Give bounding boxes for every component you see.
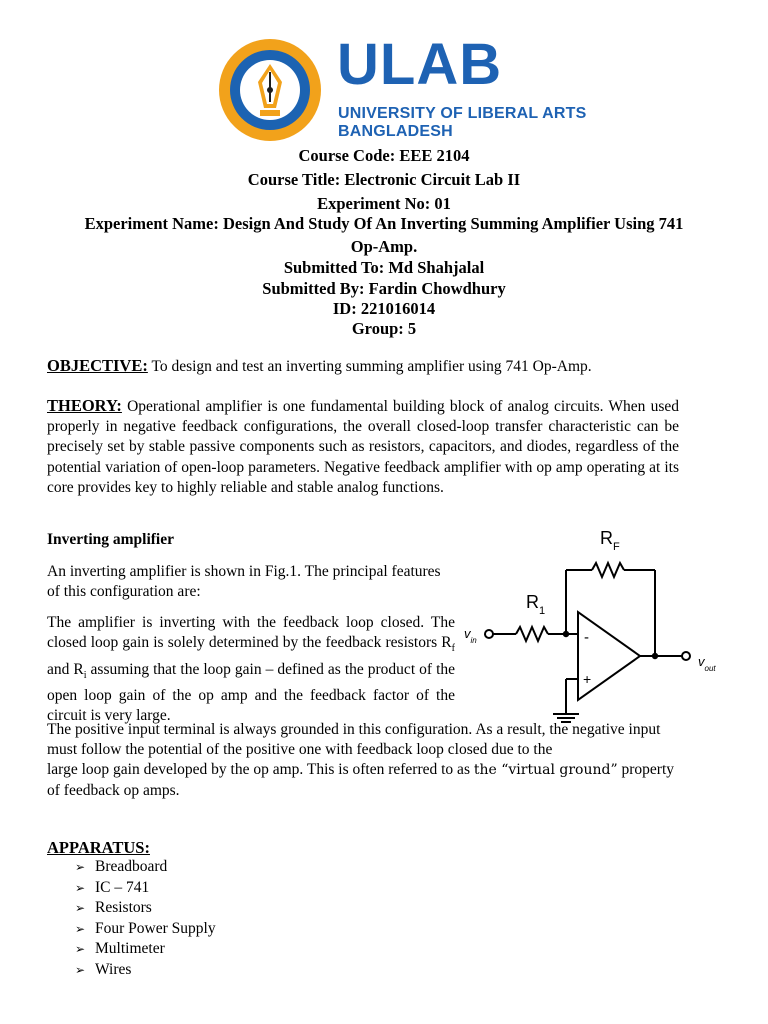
ulab-seal-icon [210, 38, 330, 142]
features-text-a: The amplifier is inverting with the feedback loop closed. The closed loop gain is solely determined by the feedback resistors R [47, 614, 455, 652]
r1-label: $R_1$ [526, 592, 546, 617]
virtual-ground-text-b [47, 760, 679, 800]
sub-f: f [451, 643, 455, 655]
course-code: Course Code: EEE 2104 [298, 146, 470, 165]
submitted-by: Submitted By: Fardin Chowdhury [262, 279, 506, 298]
objective-label: OBJECTIVE: [47, 356, 148, 375]
features-text-c: assuming that the loop gain – defined as the product of the open loop gain of the op amp and the feedback factor of the circuit is very large. [47, 660, 456, 724]
features-text-b: and R [47, 660, 84, 678]
arrow-bullet-icon: ➢ [75, 860, 86, 874]
list-item: ➢ Wires [75, 960, 216, 981]
group: Group: 5 [351, 319, 417, 338]
apparatus-list [75, 857, 216, 981]
rf-label: $R_F$ [600, 528, 620, 553]
list-item: ➢ Breadboard [75, 857, 216, 878]
logo-country: BANGLADESH [338, 123, 453, 140]
logo-wordmark: ULAB [337, 32, 503, 97]
experiment-name-line2: Op-Amp. [350, 237, 418, 256]
ulab-logo [210, 32, 587, 142]
theory-text: Operational amplifier is one fundamental building block of analog circuits. When used properly in negative feedback configurations, the overall closed-loop transfer characteristic can be precisely set by stable passive components such as resistors, capacitors, and diodes, regardless of the potential variation of open-loop parameters. Negative feedback amplifier with op amp operating at its core provides key to highly reliable and stable analog functions. [47, 398, 679, 496]
circuit-diagram [458, 524, 758, 724]
objective-text: To design and test an inverting summing amplifier using 741 Op-Amp. [147, 358, 592, 375]
arrow-bullet-icon: ➢ [75, 962, 86, 977]
arrow-bullet-icon: ➢ [75, 901, 86, 916]
theory-label: THEORY: [47, 396, 122, 415]
apparatus-label: APPARATUS: [47, 838, 150, 857]
list-item: ➢ Multimeter [75, 939, 216, 960]
vg-part-b: large loop gain developed by the op amp. This is often referred to as [47, 761, 474, 779]
submitted-to: Submitted To: Md Shahjalal [283, 258, 485, 277]
inverting-heading: Inverting amplifier [47, 531, 174, 548]
arrow-bullet-icon: ➢ [75, 921, 86, 936]
virtual-ground-paragraph [47, 720, 679, 801]
list-item: ➢ Resistors [75, 898, 216, 919]
inverting-intro: An inverting amplifier is shown in Fig.1. The principal features of this configuration are: [47, 563, 441, 601]
experiment-no: Experiment No: 01 [317, 194, 451, 213]
objective-paragraph [47, 356, 679, 377]
experiment-name-line1: Experiment Name: Design And Study Of An Inverting Summing Amplifier Using 741 [84, 214, 684, 233]
theory-paragraph [47, 396, 679, 498]
inverting-amplifier-circuit [458, 524, 758, 724]
list-item: ➢ Four Power Supply [75, 919, 216, 940]
inverting-features [47, 613, 455, 726]
student-id: ID: 221016014 [332, 299, 436, 318]
vg-part-c: property of feedback op amps. [47, 761, 675, 799]
virtual-ground-text-a [47, 720, 679, 760]
logo-university-name: UNIVERSITY OF LIBERAL ARTS [338, 105, 587, 122]
vg-part-a: The positive input terminal is always grounded in this configuration. As a result, the negative input must follow the potential of the positive one with feedback loop closed due to the [47, 721, 661, 759]
vin-label: $v_{in}$ [464, 626, 477, 645]
arrow-bullet-icon: ➢ [75, 942, 86, 957]
virtual-ground-term: the “virtual ground” [473, 762, 618, 779]
sub-i: i [83, 669, 87, 681]
course-title: Course Title: Electronic Circuit Lab II [247, 170, 521, 189]
arrow-bullet-icon: ➢ [75, 880, 86, 895]
minus-terminal-label: - [584, 629, 589, 646]
plus-terminal-label: + [583, 671, 592, 687]
list-item: ➢ IC – 741 [75, 878, 216, 899]
vout-label: $v_{out}$ [698, 654, 716, 673]
